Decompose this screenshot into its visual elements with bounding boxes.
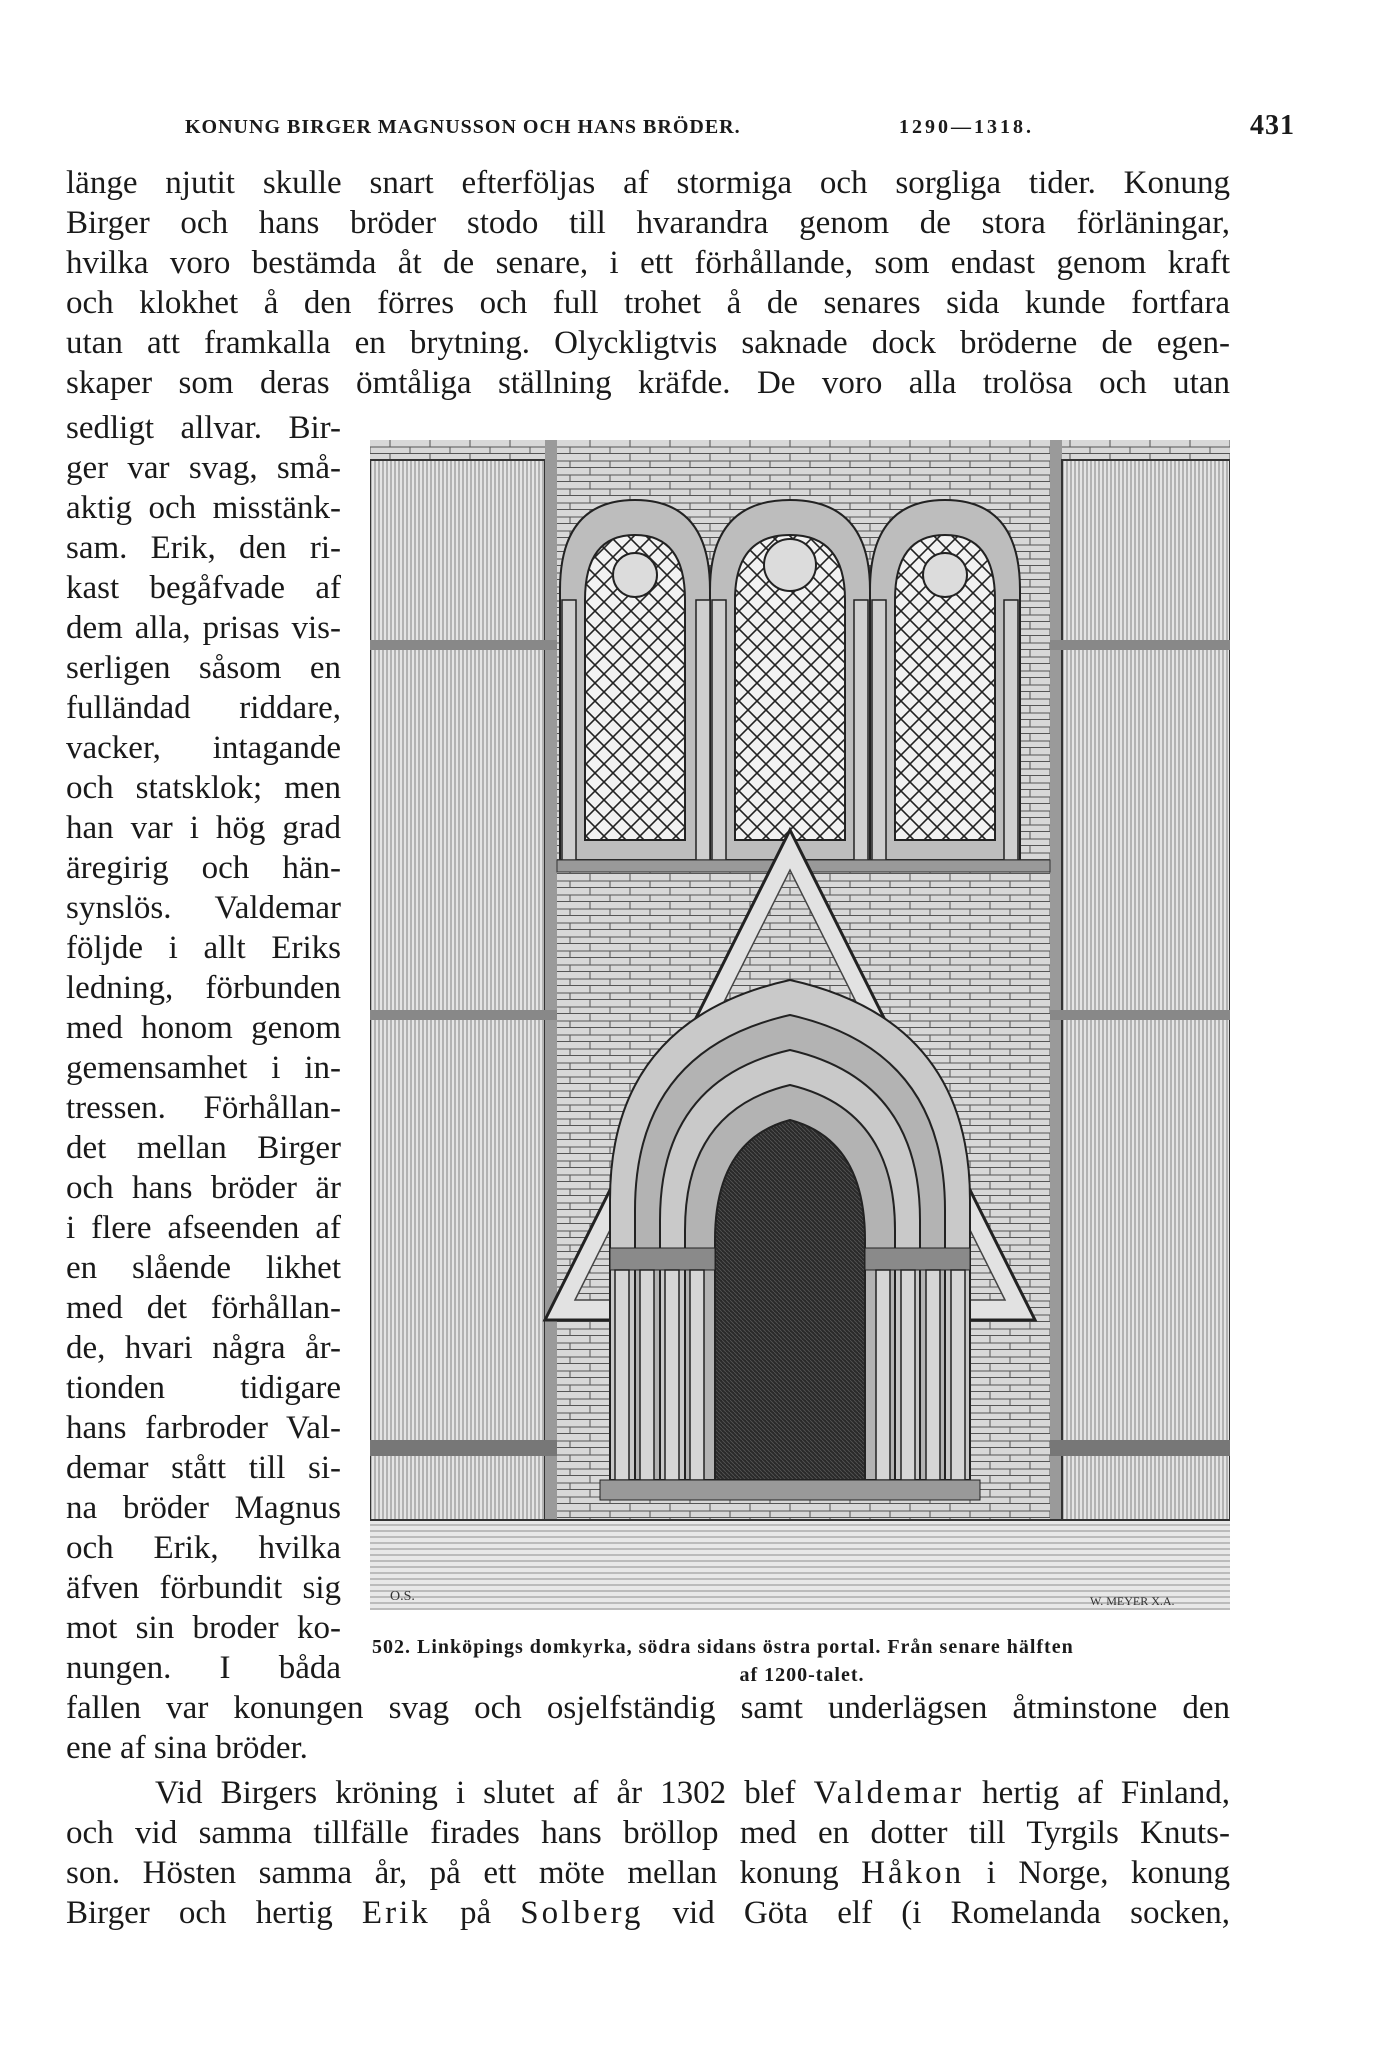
side-text-line: gemensamhet i in-	[66, 1050, 341, 1086]
side-text-line: serligen såsom en	[66, 650, 341, 686]
side-text-line: ledning, förbunden	[66, 970, 341, 1006]
engraver-signature-left: O.S.	[390, 1589, 415, 1604]
running-years: 1290—1318.	[899, 116, 1034, 138]
side-text-line: demar stått till si-	[66, 1450, 341, 1486]
side-text-line: ger var svag, små-	[66, 450, 341, 486]
side-text-line: hans farbroder Val-	[66, 1410, 341, 1446]
side-text-line: och Erik, hvilka	[66, 1530, 341, 1566]
text-line: fallen var konungen svag och osjelfständig samt underlägsen åtminstone den	[66, 1690, 1230, 1726]
text-line	[66, 1853, 1230, 1893]
side-text-line: sedligt allvar. Bir-	[66, 410, 341, 446]
side-text-line: synslös. Valdemar	[66, 890, 341, 926]
text-line: skaper som deras ömtåliga ställning kräfde. De voro alla trolösa och utan	[66, 365, 1230, 401]
side-text-line: och hans bröder är	[66, 1170, 341, 1206]
side-text-line: na bröder Magnus	[66, 1490, 341, 1526]
text-span: Vid Birgers kröning i slutet af år 1302 blef	[155, 1775, 814, 1811]
text-span: hertig af Finland,	[964, 1775, 1230, 1811]
place-name: Solberg	[520, 1895, 644, 1931]
running-title: KONUNG BIRGER MAGNUSSON OCH HANS BRÖDER.	[185, 116, 741, 138]
caption-line: af 1200-talet.	[739, 1664, 865, 1686]
person-name: Valdemar	[813, 1775, 965, 1811]
text-span: i Norge, konung	[964, 1855, 1230, 1891]
text-span: vid Göta elf (i Romelanda socken,	[643, 1895, 1230, 1931]
side-text-line: de, hvari några år-	[66, 1330, 341, 1366]
person-name: Håkon	[861, 1855, 965, 1891]
text-span: son. Hösten samma år, på ett möte mellan konung	[66, 1855, 862, 1891]
text-span: Birger och hertig	[66, 1895, 362, 1931]
side-text-line: aktig och misstänk-	[66, 490, 341, 526]
engraver-signature-right: W. MEYER X.A.	[1090, 1594, 1175, 1608]
cathedral-portal-illustration	[370, 440, 1230, 1610]
caption-line: 502. Linköpings domkyrka, södra sidans östra portal. Från senare hälften	[372, 1636, 1074, 1658]
side-text-line: vacker, intagande	[66, 730, 341, 766]
person-name: Erik	[361, 1895, 431, 1931]
side-text-line: i flere afseenden af	[66, 1210, 341, 1246]
figure-caption	[372, 1633, 1232, 1689]
text-line: Birger och hans bröder stodo till hvarandra genom de stora förläningar,	[66, 205, 1230, 241]
side-text-line: med det förhållan-	[66, 1290, 341, 1326]
side-text-line: nungen. I båda	[66, 1650, 341, 1686]
running-header	[185, 110, 1295, 146]
page-number: 431	[1250, 110, 1295, 141]
side-text-line: äfven förbundit sig	[66, 1570, 341, 1606]
side-text-line: sam. Erik, den ri-	[66, 530, 341, 566]
text-line: utan att framkalla en brytning. Olyckligtvis saknade dock bröderne de egen-	[66, 325, 1230, 361]
side-text-line: det mellan Birger	[66, 1130, 341, 1166]
side-text-line: med honom genom	[66, 1010, 341, 1046]
text-line: hvilka voro bestämda åt de senare, i ett förhållande, som endast genom kraft	[66, 245, 1230, 281]
side-text-line: en slående likhet	[66, 1250, 341, 1286]
side-text-line: äregirig och hän-	[66, 850, 341, 886]
text-line: ene af sina bröder.	[66, 1730, 308, 1766]
side-text-line: och statsklok; men	[66, 770, 341, 806]
side-text-line: tionden tidigare	[66, 1370, 341, 1406]
side-text-line: dem alla, prisas vis-	[66, 610, 341, 646]
side-text-line: han var i hög grad	[66, 810, 341, 846]
side-text-line: kast begåfvade af	[66, 570, 341, 606]
side-text-line: mot sin broder ko-	[66, 1610, 341, 1646]
text-line	[155, 1773, 1230, 1813]
text-line	[66, 1893, 1230, 1933]
text-span: på	[430, 1895, 521, 1931]
text-line: och klokhet å den förres och full trohet å de senares sida kunde fortfara	[66, 285, 1230, 321]
side-text-line: tressen. Förhållan-	[66, 1090, 341, 1126]
side-text-line: följde i allt Eriks	[66, 930, 341, 966]
text-line: och vid samma tillfälle firades hans bröllop med en dotter till Tyrgils Knuts-	[66, 1815, 1230, 1851]
side-text-line: fulländad riddare,	[66, 690, 341, 726]
text-line: länge njutit skulle snart efterföljas af stormiga och sorgliga tider. Konung	[66, 165, 1230, 201]
